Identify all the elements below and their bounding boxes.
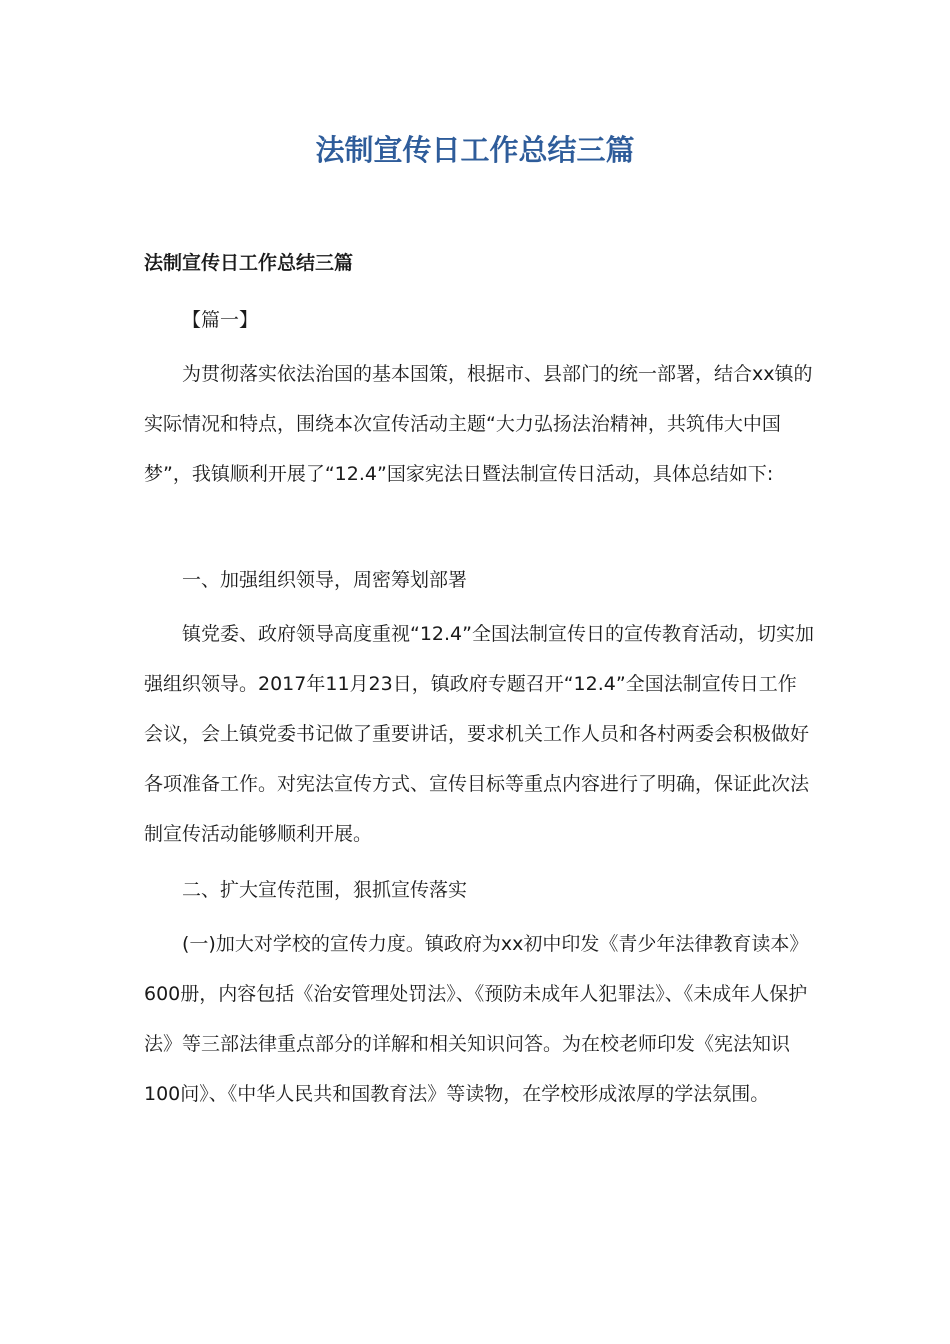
heading-organization: 一、加强组织领导，周密筹划部署 xyxy=(182,569,468,591)
document-title: 法制宣传日工作总结三篇 xyxy=(315,133,635,167)
section-subtitle: 法制宣传日工作总结三篇 xyxy=(144,252,354,274)
paragraph-schools: (一)加大对学校的宣传力度。镇政府为xx初中印发《青少年法律教育读本》600册，内容包括《治安管理处罚法》、《预防未成年人犯罪法》、《未成年人保护法》等三部法律重点部分的详解和相关知识问答。为在校老师印发《宪法知识100问》、《中华人民共和国教育法》等读物，在学校形成浓厚的学法氛围。 xyxy=(144,933,809,1105)
paragraph-organization: 镇党委、政府领导高度重视“12.4”全国法制宣传日的宣传教育活动，切实加强组织领导。2017年11月23日，镇政府专题召开“12.4”全国法制宣传日工作会议，会上镇党委书记做了重要讲话，要求机关工作人员和各村两委会积极做好各项准备工作。对宪法宣传方式、宣传目标等重点内容进行了明确，保证此次法制宣传活动能够顺利开展。 xyxy=(144,623,814,845)
heading-publicity: 二、扩大宣传范围，狠抓宣传落实 xyxy=(182,879,468,901)
intro-paragraph: 为贯彻落实依法治国的基本国策，根据市、县部门的统一部署，结合xx镇的实际情况和特点，围绕本次宣传活动主题“大力弘扬法治精神，共筑伟大中国梦”，我镇顺利开展了“12.4”国家宪法日暨法制宣传日活动，具体总结如下: xyxy=(144,363,813,485)
part-label: 【篇一】 xyxy=(182,309,259,331)
